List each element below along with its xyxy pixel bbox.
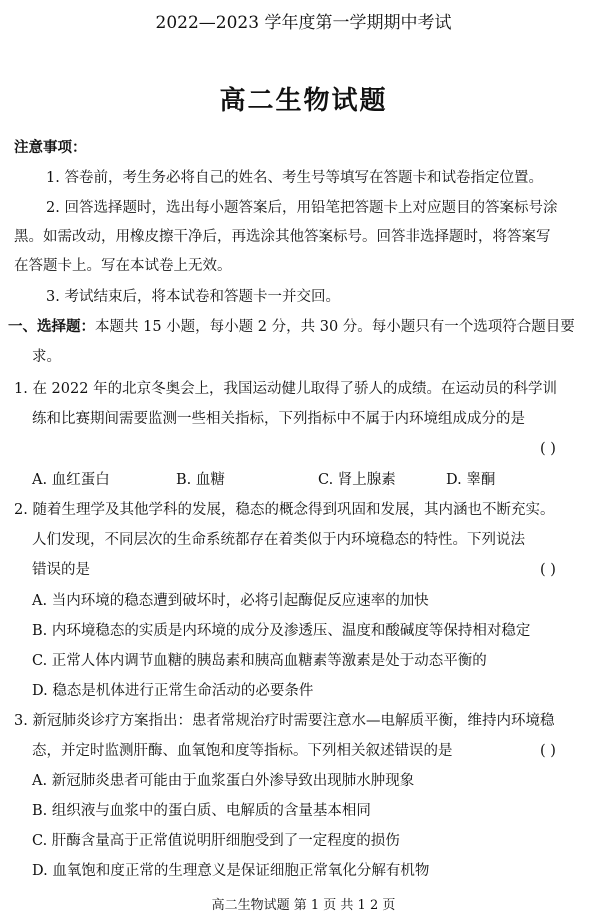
question-2-option-b: B. 内环境稳态的实质是内环境的成分及渗透压、温度和酸碱度等保持相对稳定 <box>32 623 531 639</box>
question-3-line-2: 态，并定时监测肝酶、血氧饱和度等指标。下列相关叙述错误的是 <box>32 743 453 759</box>
page-title: 高二生物试题 <box>219 86 388 116</box>
question-1-option-d: D. 睾酮 <box>446 472 496 488</box>
page-footer: 高二生物试题 第 1 页 共 1 2 页 <box>211 898 396 913</box>
question-3-option-a: A. 新冠肺炎患者可能由于血浆蛋白外渗导致出现肺水肿现象 <box>32 773 415 789</box>
question-1-option-c: C. 肾上腺素 <box>318 472 396 488</box>
section-1-line-1 <box>8 317 575 337</box>
notice-item-3: 3. 考试结束后，将本试卷和答题卡一并交回。 <box>46 289 340 305</box>
section-1-line-2: 求。 <box>32 349 61 365</box>
notice-heading: 注意事项： <box>14 140 87 156</box>
notice-item-2-line-2: 黑。如需改动，用橡皮擦干净后，再选涂其他答案标号。回答非选择题时，将答案写 <box>14 229 551 245</box>
question-3-option-c: C. 肝酶含量高于正常值说明肝细胞受到了一定程度的损伤 <box>32 833 400 849</box>
notice-item-2-line-1: 2. 回答选择题时，选出每小题答案后，用铅笔把答题卡上对应题目的答案标号涂 <box>46 200 558 216</box>
question-1-line-2: 练和比赛期间需要监测一些相关指标，下列指标中不属于内环境组成成分的是 <box>32 411 525 427</box>
question-3-line-1: 3. 新冠肺炎诊疗方案指出：患者常规治疗时需要注意水—电解质平衡，维持内环境稳 <box>14 713 555 729</box>
question-3-option-b: B. 组织液与血浆中的蛋白质、电解质的含量基本相同 <box>32 803 371 819</box>
question-1-option-a: A. 血红蛋白 <box>32 472 110 488</box>
question-2-line-3: 错误的是 <box>32 562 90 578</box>
question-1-answer-paren: ( ) <box>540 441 556 457</box>
question-2-answer-paren: ( ) <box>540 562 556 578</box>
question-2-option-d: D. 稳态是机体进行正常生命活动的必要条件 <box>32 683 314 699</box>
question-2-line-1: 2. 随着生理学及其他学科的发展，稳态的概念得到巩固和发展，其内涵也不断充实。 <box>14 502 555 518</box>
question-1-line-1: 1. 在 2022 年的北京冬奥会上，我国运动健儿取得了骄人的成绩。在运动员的科学训 <box>14 381 558 397</box>
question-3-answer-paren: ( ) <box>540 743 556 759</box>
question-1-option-b: B. 血糖 <box>176 472 225 488</box>
question-2-option-a: A. 当内环境的稳态遭到破坏时，必将引起酶促反应速率的加快 <box>32 593 429 609</box>
question-2-line-2: 人们发现，不同层次的生命系统都存在着类似于内环境稳态的特性。下列说法 <box>32 532 525 548</box>
exam-title: 2022—2023 学年度第一学期期中考试 <box>155 13 452 33</box>
question-3-option-d: D. 血氧饱和度正常的生理意义是保证细胞正常氧化分解有机物 <box>32 863 430 879</box>
question-2-option-c: C. 正常人体内调节血糖的胰岛素和胰高血糖素等激素是处于动态平衡的 <box>32 653 487 669</box>
notice-item-2-line-3: 在答题卡上。写在本试卷上无效。 <box>14 258 232 274</box>
notice-item-1: 1. 答卷前，考生务必将自己的姓名、考生号等填写在答题卡和试卷指定位置。 <box>46 170 543 186</box>
section-1-label: 一、选择题： <box>8 319 95 335</box>
section-1-desc: 本题共 15 小题，每小题 2 分，共 30 分。每小题只有一个选项符合题目要 <box>95 319 575 335</box>
